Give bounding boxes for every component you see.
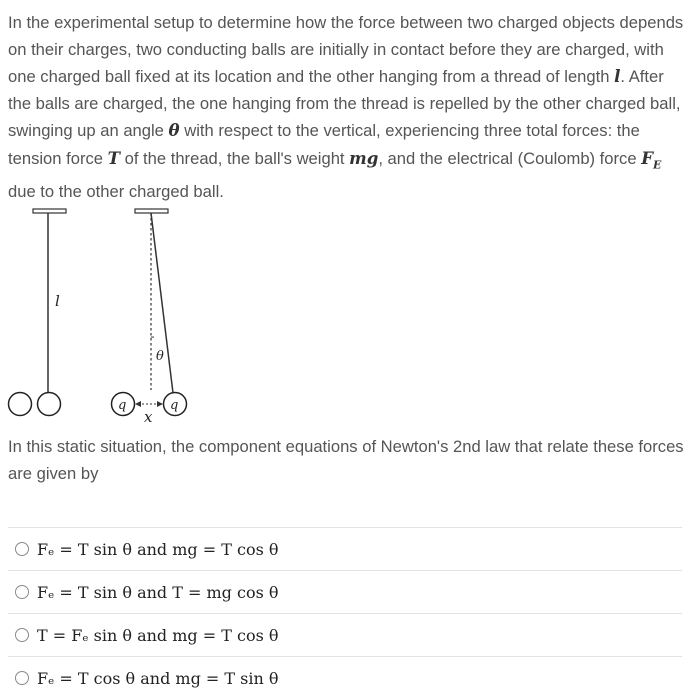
answer-option-text: Fₑ = T cos θ and mg = T sin θ <box>37 668 279 688</box>
intro-text-1: In the experimental setup to determine how the force between two charged objects depends on their charges, two conducting balls are initially in contact before they are charged, with one charged ball fixed at its location and the other hanging from a thread of length <box>8 13 684 87</box>
intro-text-5: , and the electrical (Coulomb) force <box>378 148 642 168</box>
thread-length-label: l <box>55 292 60 310</box>
separation-arrow-right <box>157 401 163 407</box>
answer-option-text: T = Fₑ sin θ and mg = T cos θ <box>37 625 279 645</box>
intro-text-3: with respect to the vertical, experiencing three total forces: the tension force <box>8 121 640 168</box>
problem-description <box>8 10 684 205</box>
separation-arrow-left <box>135 401 141 407</box>
answer-option-text: Fₑ = T sin θ and T = mg cos θ <box>37 582 279 602</box>
left-ball-uncharged <box>9 393 32 416</box>
intro-text-4: of the thread, the ball's weight <box>119 148 350 168</box>
electric-force-symbol: $F_E$ <box>641 147 662 172</box>
radio-button[interactable] <box>15 585 29 599</box>
tension-symbol: T <box>107 147 120 168</box>
fixed-charge-label: q <box>118 398 127 413</box>
answer-option-1[interactable] <box>8 527 682 570</box>
intro-text-6: due to the other charged ball. <box>8 181 224 201</box>
weight-symbol: mg <box>349 147 379 168</box>
answer-option-2[interactable] <box>8 570 682 613</box>
left-support-bar <box>33 209 66 213</box>
pendulum-diagram <box>0 205 220 427</box>
hanging-charge-label: q <box>170 398 179 413</box>
radio-button[interactable] <box>15 671 29 685</box>
answer-choices <box>8 527 682 699</box>
separation-label: x <box>144 408 153 426</box>
right-ball-uncharged <box>38 393 61 416</box>
theta-symbol: θ <box>168 120 180 141</box>
answer-option-4[interactable] <box>8 656 682 699</box>
length-symbol: l <box>614 66 621 87</box>
right-support-bar <box>135 209 168 213</box>
answer-option-3[interactable] <box>8 613 682 656</box>
radio-button[interactable] <box>15 542 29 556</box>
intro-text-2: . After the balls are charged, the one hanging from the thread is repelled by the other charged ball, swinging up an angle <box>8 67 681 141</box>
answer-option-text: Fₑ = T sin θ and mg = T cos θ <box>37 539 279 559</box>
angle-label: θ <box>156 349 164 364</box>
radio-button[interactable] <box>15 628 29 642</box>
statics-prompt: In this static situation, the component equations of Newton's 2nd law that relate these forces are given by <box>8 437 684 483</box>
right-thread <box>151 213 173 393</box>
